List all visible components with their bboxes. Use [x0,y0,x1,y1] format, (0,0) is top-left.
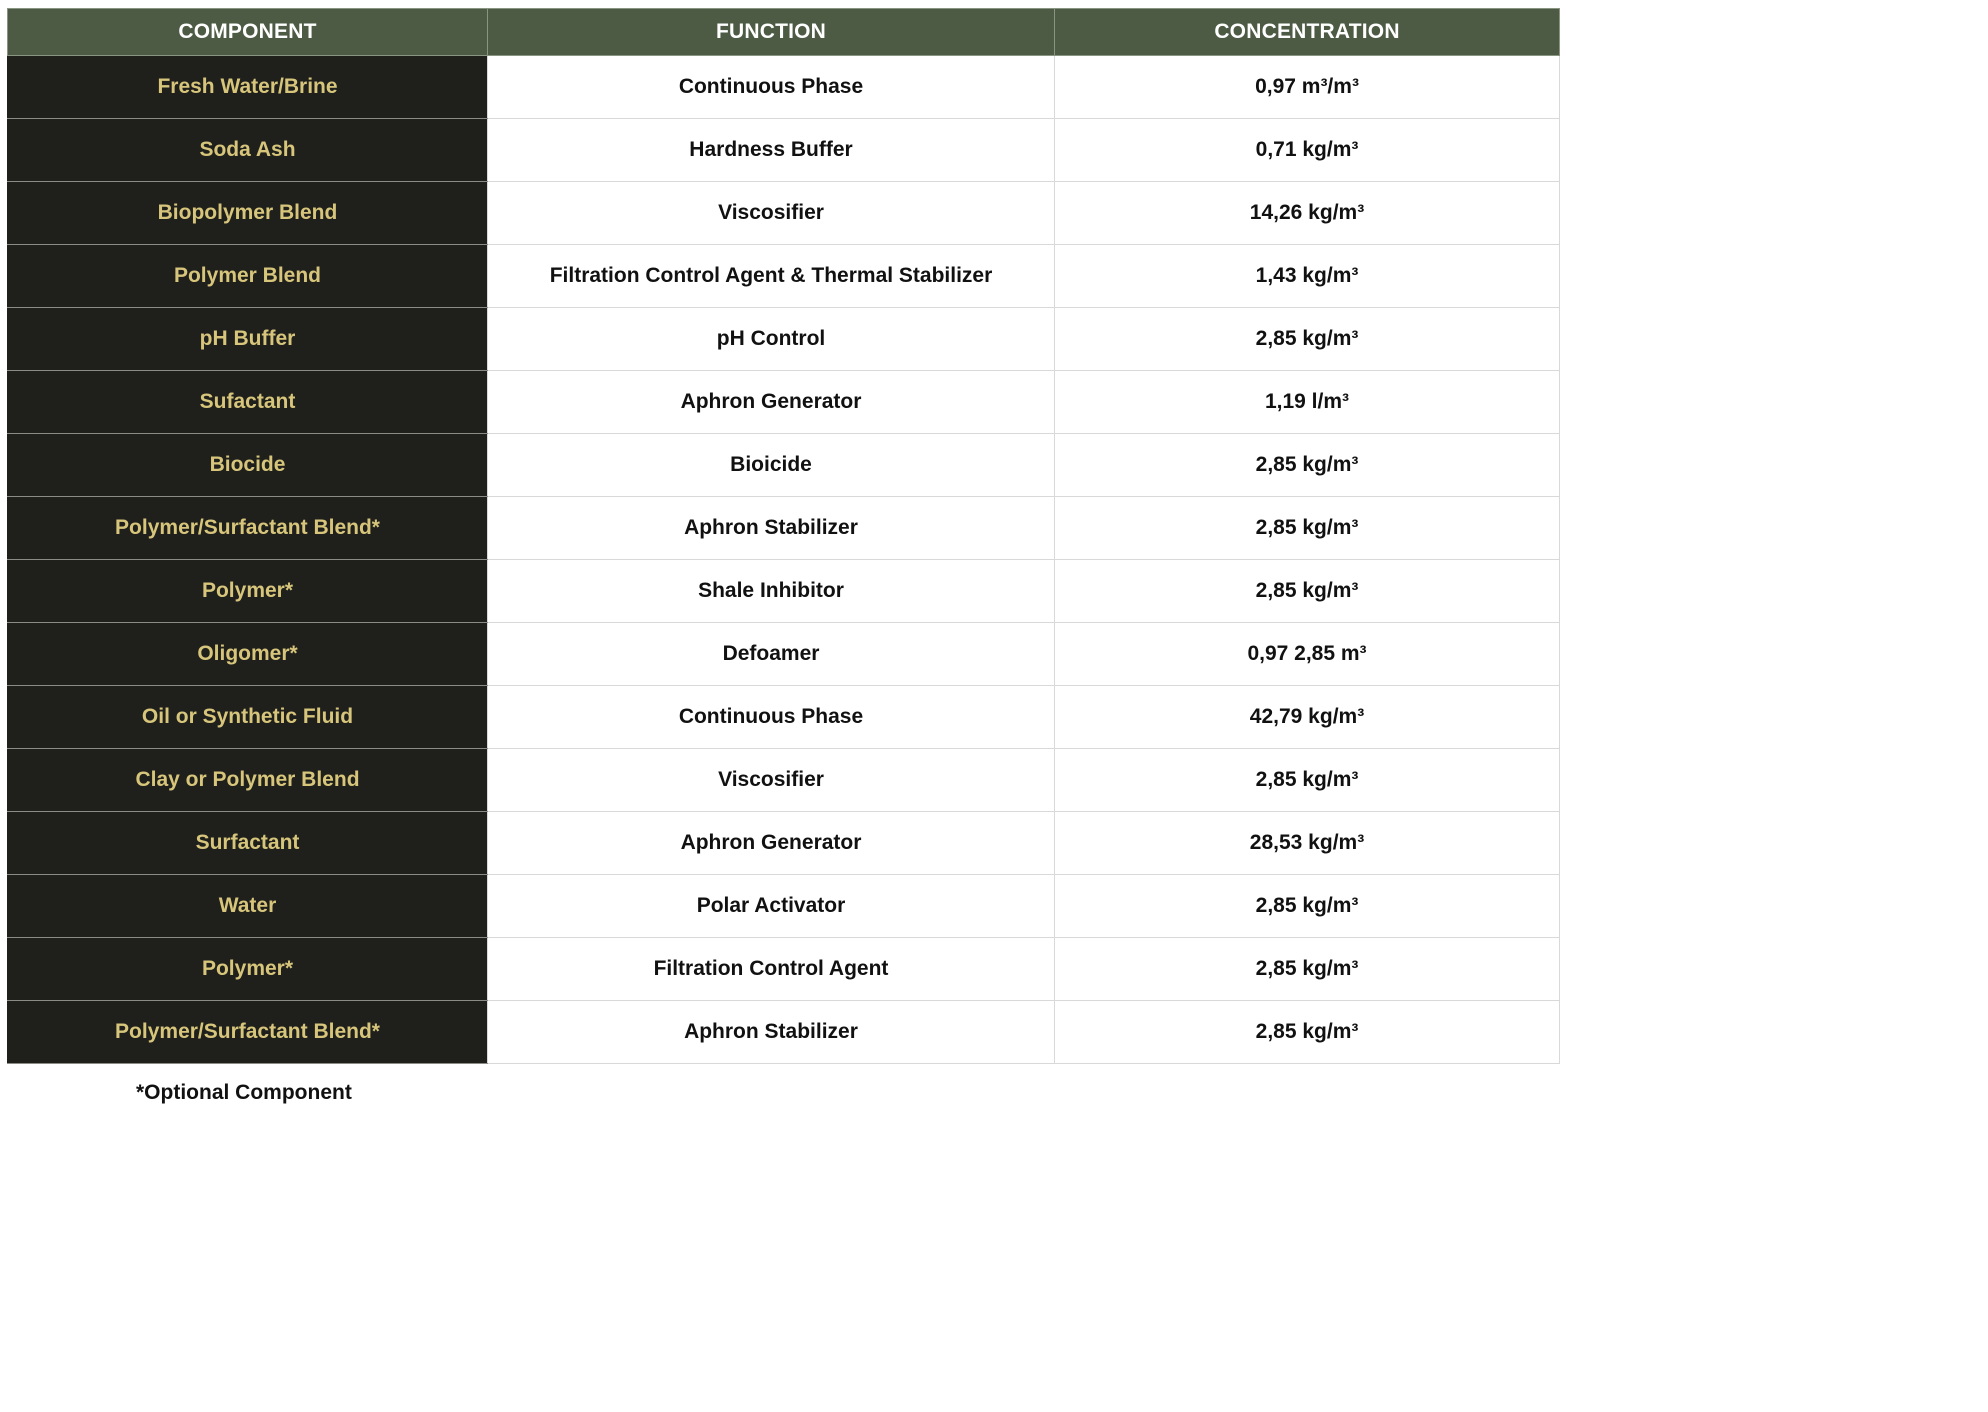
concentration-cell: 2,85 kg/m³ [1055,1001,1560,1064]
concentration-cell: 28,53 kg/m³ [1055,812,1560,875]
component-cell: Polymer/Surfactant Blend* [8,497,488,560]
function-cell: pH Control [488,308,1055,371]
footnote-optional-component: *Optional Component [136,1081,352,1104]
component-cell: Polymer* [8,938,488,1001]
table-row [8,623,1560,686]
concentration-cell: 2,85 kg/m³ [1055,308,1560,371]
component-cell: Water [8,875,488,938]
component-cell: Oil or Synthetic Fluid [8,686,488,749]
header-concentration: CONCENTRATION [1055,9,1560,56]
header-component: COMPONENT [8,9,488,56]
table-row [8,812,1560,875]
table-row [8,119,1560,182]
concentration-cell: 14,26 kg/m³ [1055,182,1560,245]
function-cell: Aphron Generator [488,371,1055,434]
table-header-row [8,9,1560,56]
table-row [8,56,1560,119]
component-cell: Biopolymer Blend [8,182,488,245]
table-row [8,1001,1560,1064]
function-cell: Continuous Phase [488,56,1055,119]
component-cell: Clay or Polymer Blend [8,749,488,812]
component-cell: Soda Ash [8,119,488,182]
concentration-cell: 2,85 kg/m³ [1055,434,1560,497]
table-row [8,686,1560,749]
function-cell: Defoamer [488,623,1055,686]
table-row [8,308,1560,371]
component-cell: Biocide [8,434,488,497]
component-cell: Fresh Water/Brine [8,56,488,119]
concentration-cell: 0,71 kg/m³ [1055,119,1560,182]
table-row [8,560,1560,623]
table-row [8,245,1560,308]
table-row [8,749,1560,812]
function-cell: Hardness Buffer [488,119,1055,182]
function-cell: Aphron Stabilizer [488,497,1055,560]
function-cell: Filtration Control Agent [488,938,1055,1001]
concentration-cell: 2,85 kg/m³ [1055,497,1560,560]
concentration-cell: 1,19 l/m³ [1055,371,1560,434]
component-cell: Polymer* [8,560,488,623]
function-cell: Viscosifier [488,749,1055,812]
concentration-cell: 2,85 kg/m³ [1055,938,1560,1001]
component-cell: Sufactant [8,371,488,434]
component-cell: pH Buffer [8,308,488,371]
table-row [8,434,1560,497]
function-cell: Polar Activator [488,875,1055,938]
table-row [8,371,1560,434]
function-cell: Filtration Control Agent & Thermal Stabilizer [488,245,1055,308]
table-row [8,497,1560,560]
table-row [8,182,1560,245]
concentration-cell: 0,97 2,85 m³ [1055,623,1560,686]
function-cell: Aphron Generator [488,812,1055,875]
composition-table-container [7,8,1559,1064]
concentration-cell: 42,79 kg/m³ [1055,686,1560,749]
header-function: FUNCTION [488,9,1055,56]
function-cell: Aphron Stabilizer [488,1001,1055,1064]
concentration-cell: 1,43 kg/m³ [1055,245,1560,308]
concentration-cell: 2,85 kg/m³ [1055,560,1560,623]
component-cell: Surfactant [8,812,488,875]
concentration-cell: 0,97 m³/m³ [1055,56,1560,119]
table-row [8,875,1560,938]
table-row [8,938,1560,1001]
component-cell: Polymer Blend [8,245,488,308]
concentration-cell: 2,85 kg/m³ [1055,749,1560,812]
composition-table [7,8,1560,1064]
concentration-cell: 2,85 kg/m³ [1055,875,1560,938]
component-cell: Polymer/Surfactant Blend* [8,1001,488,1064]
function-cell: Continuous Phase [488,686,1055,749]
function-cell: Bioicide [488,434,1055,497]
function-cell: Shale Inhibitor [488,560,1055,623]
function-cell: Viscosifier [488,182,1055,245]
component-cell: Oligomer* [8,623,488,686]
